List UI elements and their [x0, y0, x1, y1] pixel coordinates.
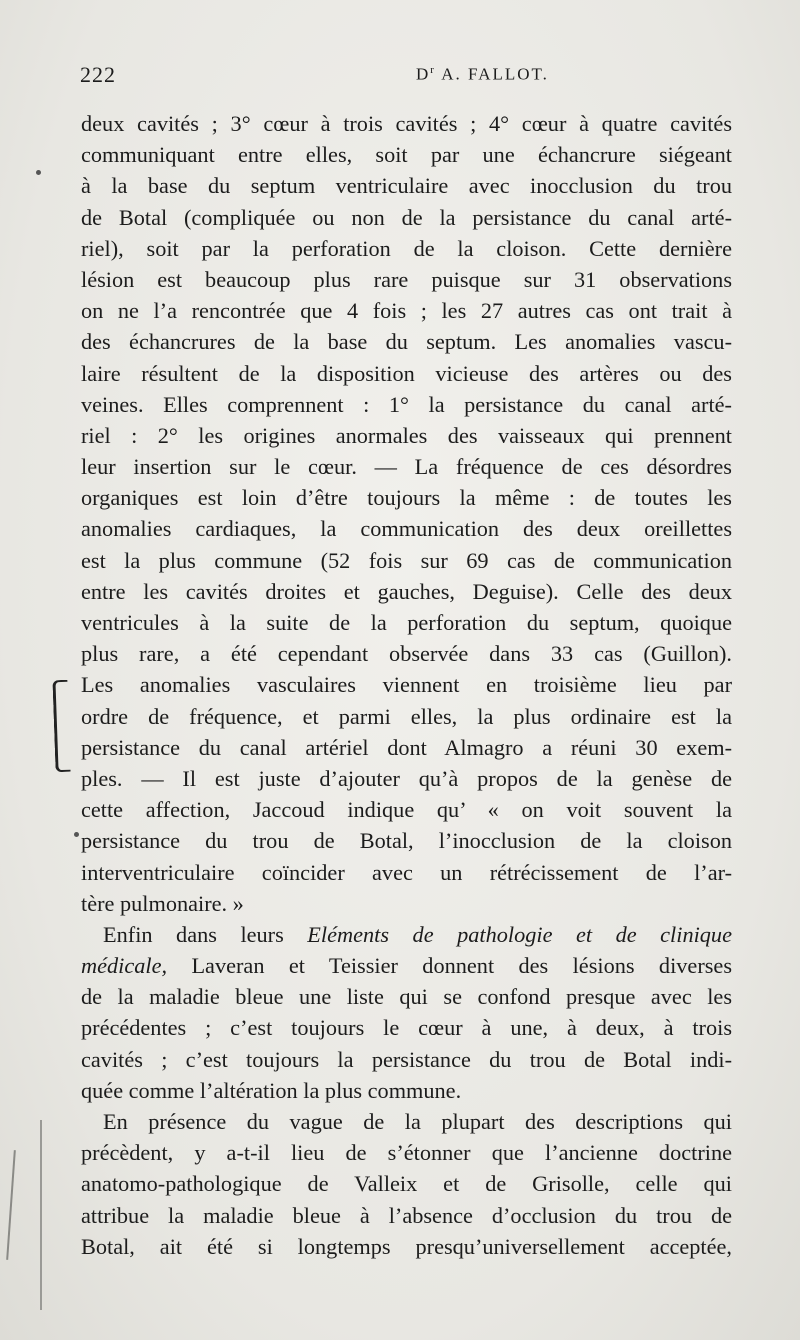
text-line: cavités ; c’est toujours la persistance du trou de Botal indi-: [81, 1046, 732, 1072]
margin-pencil-stroke: [6, 1150, 16, 1260]
text-line: entre les cavités droites et gauches, Deguise). Celle des deux: [81, 578, 732, 604]
text-line: anomalies cardiaques, la communication des deux oreillettes: [81, 516, 732, 542]
text-line: précédentes ; c’est toujours le cœur à une, à deux, à trois: [81, 1015, 732, 1041]
author-name: A. FALLOT.: [435, 64, 549, 84]
text-line: [81, 950, 732, 981]
text-line: organiques est loin d’être toujours la même : de toutes les: [81, 485, 732, 511]
body-text: [81, 108, 732, 1262]
text-line: précèdent, y a-t-il lieu de s’étonner que l’ancienne doctrine: [81, 1140, 732, 1166]
text-line: persistance du trou de Botal, l’inocclusion de la cloison: [81, 828, 732, 854]
text-line: veines. Elles comprennent : 1° la persistance du canal arté-: [81, 391, 732, 417]
page-number: 222: [80, 62, 116, 87]
text-line: communiquant entre elles, soit par une échancrure siégeant: [81, 142, 732, 168]
text-line: [81, 919, 732, 950]
text-line: Les anomalies vasculaires viennent en troisième lieu par: [81, 672, 732, 698]
text-line: ordre de fréquence, et parmi elles, la plus ordinaire est la: [81, 703, 732, 729]
page-header: [80, 62, 732, 92]
margin-pencil-stroke: [40, 1120, 42, 1310]
paper-speck: [74, 832, 79, 837]
text-line: lésion est beaucoup plus rare puisque sur 31 observations: [81, 266, 732, 292]
italic-title: Eléments de pathologie et de clinique: [307, 921, 732, 947]
author-prefix: D: [416, 64, 431, 84]
text-line: En présence du vague de la plupart des descriptions qui: [103, 1109, 732, 1134]
text-line: riel), soit par la perforation de la cloison. Cette dernière: [81, 235, 732, 261]
paragraph-2-rest: [81, 981, 732, 1106]
text-line: quée comme l’altération la plus commune.: [81, 1077, 462, 1103]
text-line: tère pulmonaire. »: [81, 890, 244, 916]
text-line: de la maladie bleue une liste qui se confond presque avec les: [81, 984, 732, 1010]
text-line: attribue la maladie bleue à l’absence d’occlusion du trou de: [81, 1202, 732, 1228]
author-title-sup: r: [430, 64, 436, 76]
text-line: ples. — Il est juste d’ajouter qu’à propos de la genèse de: [81, 765, 732, 791]
text-line: des échancrures de la base du septum. Les anomalies vascu-: [81, 329, 732, 355]
text-line: plus rare, a été cependant observée dans 33 cas (Guillon).: [81, 641, 732, 667]
text-line: interventriculaire coïncider avec un rétrécissement de l’ar-: [81, 859, 732, 885]
text-line: leur insertion sur le cœur. — La fréquence de ces désordres: [81, 454, 732, 480]
text-line: de Botal (compliquée ou non de la persistance du canal arté-: [81, 204, 732, 230]
text-line: ventricules à la suite de la perforation du septum, quoique: [81, 610, 732, 635]
text-segment: Enfin dans leurs: [103, 921, 308, 947]
text-line: riel : 2° les origines anormales des vaisseaux qui prennent: [81, 422, 732, 448]
text-line: persistance du canal artériel dont Almagro a réuni 30 exem-: [81, 734, 732, 760]
paragraph-1: [81, 108, 732, 919]
text-line: à la base du septum ventriculaire avec inocclusion du trou: [81, 173, 732, 199]
text-line: anatomo-pathologique de Valleix et de Grisolle, celle qui: [81, 1171, 732, 1197]
running-head: [416, 64, 549, 85]
paragraph-3: [81, 1106, 732, 1262]
paragraph-2: [81, 919, 732, 1106]
paper-speck: [36, 170, 41, 175]
text-line: laire résultent de la disposition vicieuse des artères ou des: [81, 360, 732, 386]
italic-title-cont: médicale,: [81, 953, 168, 979]
text-line: deux cavités ; 3° cœur à trois cavités ; 4° cœur à quatre cavités: [81, 111, 732, 136]
text-line: cette affection, Jaccoud indique qu’ « on voit souvent la: [81, 797, 732, 823]
margin-pencil-bracket: [52, 680, 70, 772]
text-line: est la plus commune (52 fois sur 69 cas de communication: [81, 547, 732, 573]
text-segment: Laveran et Teissier donnent des lésions diverses: [167, 953, 732, 979]
text-line: on ne l’a rencontrée que 4 fois ; les 27 autres cas ont trait à: [81, 298, 732, 324]
text-line: Botal, ait été si longtemps presqu’universellement acceptée,: [81, 1233, 732, 1259]
